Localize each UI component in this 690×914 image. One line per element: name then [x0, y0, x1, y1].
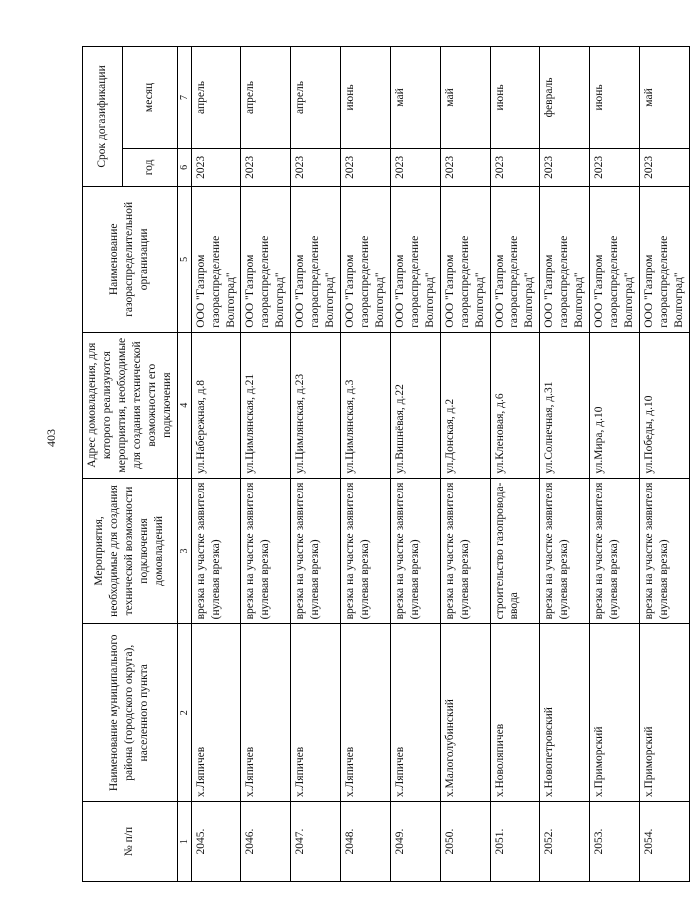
cell-address: ул.Донская, д.2: [440, 332, 490, 478]
cell-num: 2053.: [590, 802, 640, 882]
cell-month: май: [390, 47, 440, 149]
header-num: № п/п: [83, 802, 178, 882]
header-measure: Мероприятия, необходимые для создания технической возможности подключения домовладений: [83, 478, 178, 624]
cell-settlement: х.Приморский: [639, 624, 689, 802]
cell-measure: врезка на участке заявителя (нулевая врезка): [390, 478, 440, 624]
cell-settlement: х.Ляпичев: [191, 624, 241, 802]
cell-org: ООО "Газпром газораспределение Волгоград": [540, 186, 590, 332]
cell-measure: врезка на участке заявителя (нулевая врезка): [440, 478, 490, 624]
table-row: [241, 47, 291, 882]
cell-month: июнь: [590, 47, 640, 149]
cell-num: 2050.: [440, 802, 490, 882]
cell-org: ООО "Газпром газораспределение Волгоград": [490, 186, 540, 332]
header-year: год: [123, 148, 178, 186]
cell-org: ООО "Газпром газораспределение Волгоград": [590, 186, 640, 332]
cell-year: 2023: [341, 148, 391, 186]
table-row: [590, 47, 640, 882]
cell-org: ООО "Газпром газораспределение Волгоград": [440, 186, 490, 332]
cell-address: ул.Победы, д.10: [639, 332, 689, 478]
cell-address: ул.Цимлянская, д.21: [241, 332, 291, 478]
cell-year: 2023: [490, 148, 540, 186]
cell-measure: врезка на участке заявителя (нулевая врезка): [590, 478, 640, 624]
cell-address: ул.Цимлянская, д.23: [291, 332, 341, 478]
cell-settlement: х.Ляпичев: [341, 624, 391, 802]
cell-org: ООО "Газпром газораспределение Волгоград": [241, 186, 291, 332]
cell-settlement: х.Ляпичев: [241, 624, 291, 802]
cell-address: ул.Мира, д.10: [590, 332, 640, 478]
cell-month: апрель: [241, 47, 291, 149]
table-row: [191, 47, 241, 882]
cell-num: 2049.: [390, 802, 440, 882]
table-row: [440, 47, 490, 882]
cell-month: июнь: [490, 47, 540, 149]
cell-org: ООО "Газпром газораспределение Волгоград": [341, 186, 391, 332]
cell-org: ООО "Газпром газораспределение Волгоград": [291, 186, 341, 332]
cell-address: ул.Набережная, д.8: [191, 332, 241, 478]
cell-num: 2045.: [191, 802, 241, 882]
column-number: 2: [177, 624, 191, 802]
cell-org: ООО "Газпром газораспределение Волгоград": [639, 186, 689, 332]
cell-measure: врезка на участке заявителя (нулевая врезка): [341, 478, 391, 624]
header-org: Наименование газораспределительной организации: [83, 186, 178, 332]
cell-month: июнь: [341, 47, 391, 149]
cell-month: май: [440, 47, 490, 149]
cell-num: 2052.: [540, 802, 590, 882]
rotated-table-container: [82, 46, 685, 882]
cell-address: ул.Кленовая, д.6: [490, 332, 540, 478]
cell-year: 2023: [390, 148, 440, 186]
cell-measure: строительство газопровода-ввода: [490, 478, 540, 624]
column-number: 1: [177, 802, 191, 882]
column-number-row: [177, 47, 191, 882]
header-address: Адрес домовладения, для которого реализуются мероприятия, необходимые для создания технической возможности его подключения: [83, 332, 178, 478]
header-settlement: Наименование муниципального района (городского округа), населенного пункта: [83, 624, 178, 802]
cell-settlement: х.Ляпичев: [291, 624, 341, 802]
cell-measure: врезка на участке заявителя (нулевая врезка): [540, 478, 590, 624]
cell-year: 2023: [639, 148, 689, 186]
column-number: 4: [177, 332, 191, 478]
cell-address: ул.Цимлянская, д.3: [341, 332, 391, 478]
cell-settlement: х.Новопетровский: [540, 624, 590, 802]
cell-num: 2051.: [490, 802, 540, 882]
cell-org: ООО "Газпром газораспределение Волгоград": [191, 186, 241, 332]
gasification-table: [82, 46, 690, 882]
cell-year: 2023: [540, 148, 590, 186]
cell-settlement: х.Ляпичев: [390, 624, 440, 802]
cell-settlement: х.Новоляпичев: [490, 624, 540, 802]
cell-settlement: х.Малоголубинский: [440, 624, 490, 802]
cell-month: апрель: [291, 47, 341, 149]
cell-settlement: х.Приморский: [590, 624, 640, 802]
cell-year: 2023: [191, 148, 241, 186]
cell-num: 2048.: [341, 802, 391, 882]
column-number: 7: [177, 47, 191, 149]
table-row: [639, 47, 689, 882]
cell-org: ООО "Газпром газораспределение Волгоград": [390, 186, 440, 332]
header-row: [83, 47, 123, 882]
header-month: месяц: [123, 47, 178, 149]
column-number: 6: [177, 148, 191, 186]
header-deadline: Срок догазификации: [83, 47, 123, 187]
column-number: 3: [177, 478, 191, 624]
cell-measure: врезка на участке заявителя (нулевая врезка): [241, 478, 291, 624]
cell-num: 2054.: [639, 802, 689, 882]
page-number: 403: [44, 429, 58, 447]
table-row: [291, 47, 341, 882]
cell-month: апрель: [191, 47, 241, 149]
cell-measure: врезка на участке заявителя (нулевая врезка): [191, 478, 241, 624]
cell-num: 2047.: [291, 802, 341, 882]
cell-num: 2046.: [241, 802, 291, 882]
cell-address: ул.Вишнёвая, д.22: [390, 332, 440, 478]
column-number: 5: [177, 186, 191, 332]
table-row: [490, 47, 540, 882]
cell-year: 2023: [590, 148, 640, 186]
cell-measure: врезка на участке заявителя (нулевая врезка): [291, 478, 341, 624]
table-row: [390, 47, 440, 882]
cell-year: 2023: [241, 148, 291, 186]
cell-measure: врезка на участке заявителя (нулевая врезка): [639, 478, 689, 624]
table-row: [540, 47, 590, 882]
cell-year: 2023: [291, 148, 341, 186]
cell-month: февраль: [540, 47, 590, 149]
cell-year: 2023: [440, 148, 490, 186]
table-row: [341, 47, 391, 882]
cell-address: ул.Солнечная, д.31: [540, 332, 590, 478]
cell-month: май: [639, 47, 689, 149]
